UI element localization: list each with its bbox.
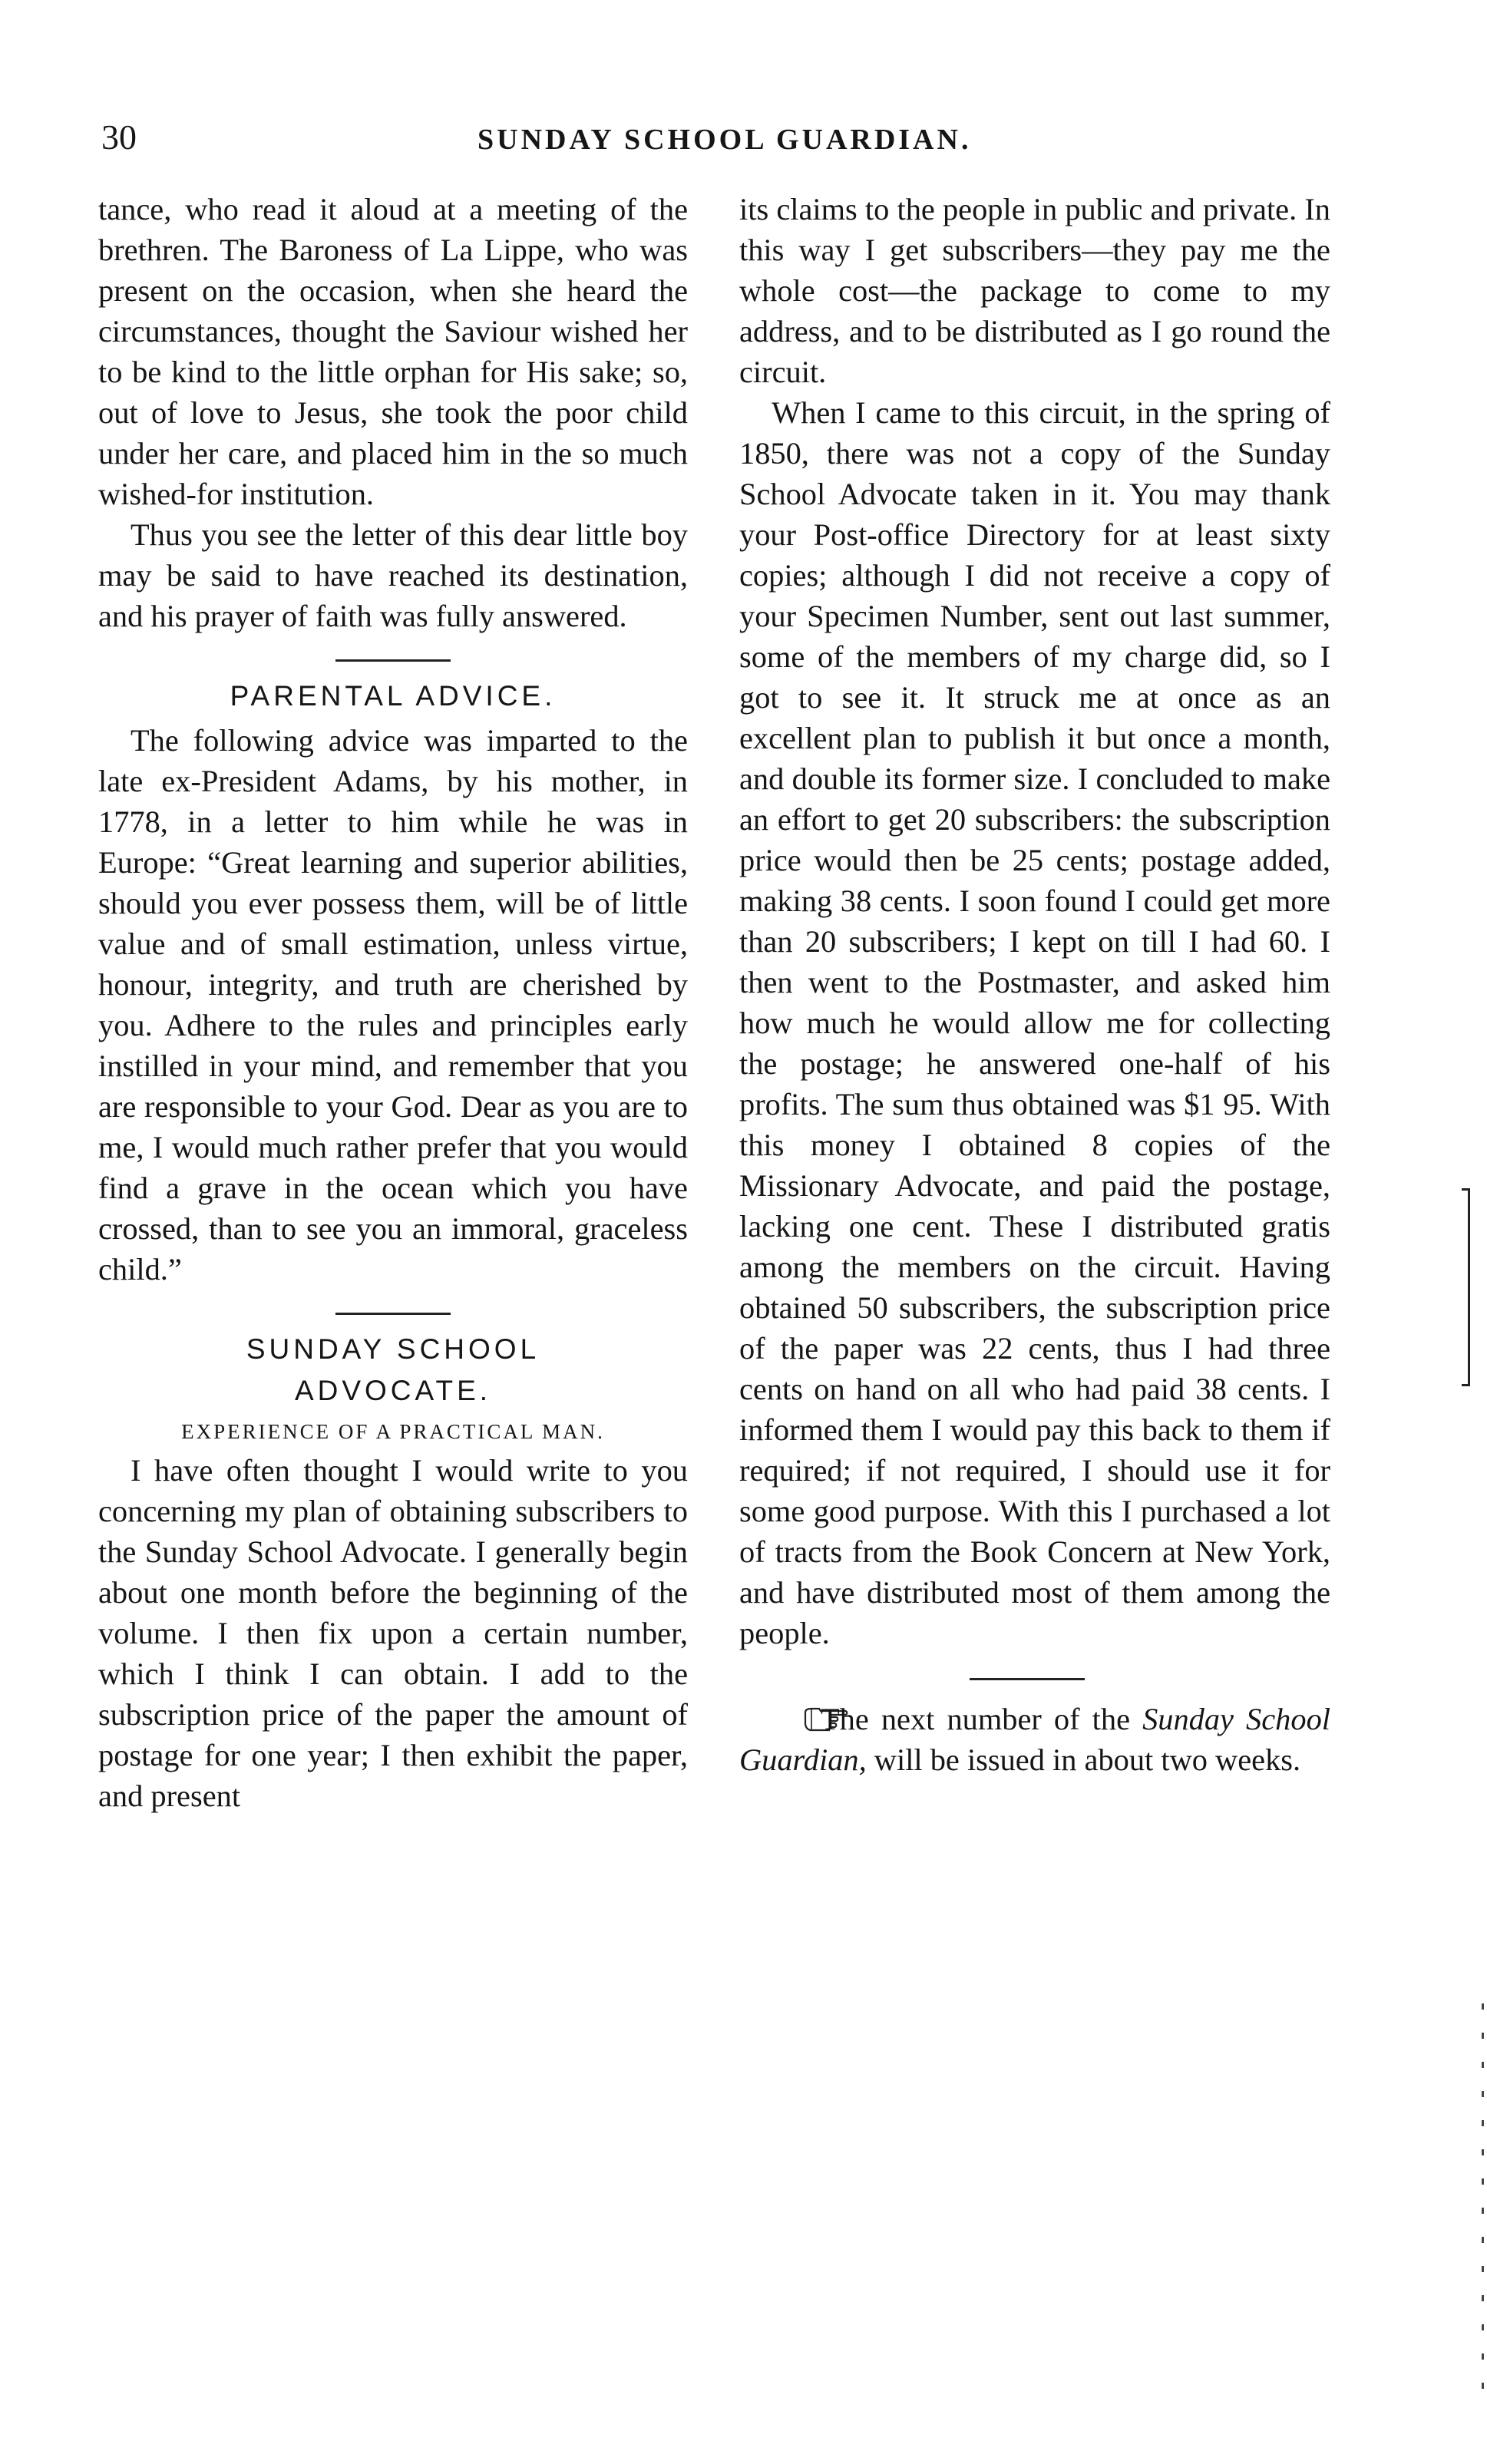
section-divider (335, 659, 451, 662)
parental-advice-paragraph: The following advice was imparted to the late ex-President Adams, by his mother, in 1778, in a letter to him while he was in Europe: “Great learning and superior abilities, should you ever possess them, will be of little value and of small estimation, unless virtue, honour, integrity, and truth are cherished by you. Adhere to the rules and principles early instilled in your mind, and remember that you are responsible to your God. Dear as you are to me, I would much rather prefer that you would find a grave in the ocean which you have crossed, than to see you an immoral, graceless child.” (98, 723, 688, 1286)
left-column (98, 189, 688, 1816)
notice-text-before: The next number of the (821, 1702, 1130, 1736)
page-number: 30 (101, 117, 137, 157)
running-title: SUNDAY SCHOOL GUARDIAN. (477, 124, 972, 156)
next-issue-notice (739, 1699, 1330, 1780)
section-divider (335, 1313, 451, 1315)
closing-paragraph: Thus you see the letter of this dear little boy may be said to have reached its destination, and his prayer of faith was fully answered. (98, 517, 688, 633)
advocate-heading-line1: SUNDAY SCHOOL (246, 1333, 540, 1365)
continuation-paragraph: its claims to the people in public and private. In this way I get subscribers—they pay me the whole cost—the package to come to my address, and to be distributed as I go round the circuit. (739, 192, 1330, 389)
pointing-hand-icon (772, 1702, 816, 1728)
right-column (739, 189, 1330, 1780)
notice-text-after: will be issued in about two weeks. (874, 1742, 1301, 1777)
parental-advice-heading: PARENTAL ADVICE. (230, 680, 557, 712)
intro-paragraph: tance, who read it aloud at a meeting of the brethren. The Baroness of La Lippe, who was present on the occasion, when she heard the circumstances, thought the Saviour wished her to be kind to the little orphan for His sake; so, out of love to Jesus, she took the poor child under her care, and placed him in the so much wished-for institution. (98, 192, 688, 511)
notice-publication-title: Sunday School Guardian, (739, 1702, 1330, 1777)
circuit-paragraph: When I came to this circuit, in the spring of 1850, there was not a copy of the Sunday School Advocate taken in it. You may thank your Post-office Directory for at least sixty copies; although I did not receive a copy of your Specimen Number, sent out last summer, some of the members of my charge did, so I got to see it. It struck me at once as an excellent plan to publish it but once a month, and double its former size. I concluded to make an effort to get 20 subscribers: the subscription price would then be 25 cents; postage added, making 38 cents. I soon found I could get more than 20 subscribers; I kept on till I had 60. I then went to the Postmaster, and asked him how much he would allow me for collecting the postage; he answered one-half of his profits. The sum thus obtained was $1 95. With this money I obtained 8 copies of the Missionary Advocate, and paid the postage, lacking one cent. These I distributed gratis among the members on the circuit. Having obtained 50 subscribers, the subscription price of the paper was 22 cents, thus I had three cents on hand on all who had paid 38 cents. I informed them I would pay this back to them if required; if not required, I should use it for some good purpose. With this I purchased a lot of tracts from the Book Concern at New York, and have distributed most of them among the people. (739, 395, 1330, 1650)
margin-bracket-mark (1462, 1188, 1470, 1386)
page-edge-marks (1482, 2003, 1484, 2403)
section-divider (970, 1678, 1085, 1680)
advocate-heading-line2: ADVOCATE. (294, 1375, 492, 1406)
advocate-paragraph: I have often thought I would write to you concerning my plan of obtaining subscribers to the Sunday School Advocate. I generally begin about one month before the beginning of the volume. I then fix upon a certain number, which I think I can obtain. I add to the subscription price of the paper the amount of postage for one year; I then exhibit the paper, and present (98, 1453, 688, 1813)
advocate-subheading: EXPERIENCE OF A PRACTICAL MAN. (181, 1420, 605, 1443)
